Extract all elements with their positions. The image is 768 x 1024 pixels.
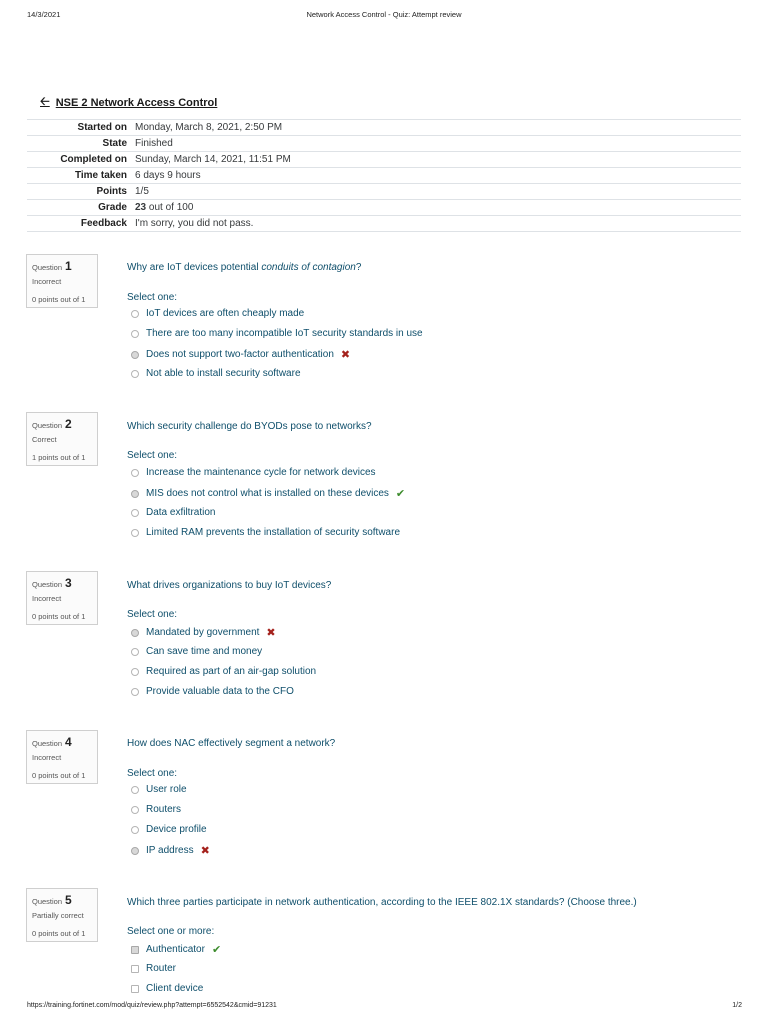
question-label: Question — [32, 580, 63, 589]
question-state: Correct — [32, 435, 57, 444]
question-label: Question — [32, 263, 63, 272]
answer-option[interactable] — [131, 527, 400, 538]
summary-value: I'm sorry, you did not pass. — [131, 216, 741, 232]
radio-button[interactable] — [131, 668, 139, 676]
question-grade: 0 points out of 1 — [32, 929, 86, 938]
answer-option[interactable] — [131, 368, 301, 379]
question-label: Question — [32, 897, 63, 906]
radio-button-selected[interactable] — [131, 847, 139, 855]
summary-key: Feedback — [27, 216, 131, 232]
answer-label: Router — [146, 963, 177, 974]
summary-row-points — [27, 184, 741, 200]
question-state: Incorrect — [32, 594, 62, 603]
radio-button[interactable] — [131, 509, 139, 517]
correct-check-icon: ✔ — [395, 488, 406, 500]
answer-option-selected[interactable] — [131, 943, 221, 956]
checkbox[interactable] — [131, 965, 139, 973]
select-prompt: Select one: — [127, 292, 178, 303]
incorrect-x-icon: ✖ — [266, 627, 276, 639]
answer-option[interactable] — [131, 686, 294, 697]
question-number: 2 — [65, 417, 72, 431]
question-text-4: How does NAC effectively segment a network? — [127, 738, 336, 749]
summary-key: Started on — [27, 120, 131, 136]
radio-button[interactable] — [131, 806, 139, 814]
answer-option[interactable] — [131, 467, 376, 478]
print-header — [0, 10, 768, 24]
question-grade: 1 points out of 1 — [32, 453, 86, 462]
summary-key: Points — [27, 184, 131, 200]
summary-row-feedback — [27, 216, 741, 232]
question-info-2 — [26, 412, 98, 466]
summary-key: Time taken — [27, 168, 131, 184]
summary-key: State — [27, 136, 131, 152]
question-text-5: Which three parties participate in network authentication, according to the IEEE 802.1X standards? (Choose three.) — [127, 897, 637, 908]
answer-label: There are too many incompatible IoT security standards in use — [146, 328, 423, 339]
radio-button-selected[interactable] — [131, 351, 139, 359]
summary-row-started — [27, 120, 741, 136]
answer-option-selected[interactable] — [131, 626, 276, 639]
answer-label: IoT devices are often cheaply made — [146, 308, 305, 319]
answer-option[interactable] — [131, 666, 316, 677]
answer-label: Mandated by government — [146, 627, 260, 638]
print-title: Network Access Control - Quiz: Attempt review — [306, 10, 462, 19]
answer-label: IP address — [146, 845, 194, 856]
answer-label: Data exfiltration — [146, 507, 216, 518]
question-number: 4 — [65, 735, 72, 749]
radio-button[interactable] — [131, 370, 139, 378]
answer-label: Required as part of an air-gap solution — [146, 666, 317, 677]
summary-value: Sunday, March 14, 2021, 11:51 PM — [131, 152, 741, 168]
answer-option[interactable] — [131, 824, 207, 835]
question-state: Incorrect — [32, 753, 62, 762]
radio-button-selected[interactable] — [131, 490, 139, 498]
answer-label: Not able to install security software — [146, 368, 301, 379]
question-grade: 0 points out of 1 — [32, 295, 86, 304]
print-page-number: 1/2 — [732, 1002, 742, 1009]
question-grade: 0 points out of 1 — [32, 771, 86, 780]
attempt-summary-table — [27, 119, 741, 232]
summary-value — [131, 200, 741, 216]
radio-button-selected[interactable] — [131, 629, 139, 637]
select-prompt: Select one: — [127, 450, 178, 461]
answer-label: User role — [146, 784, 187, 795]
question-state: Partially correct — [32, 911, 84, 920]
select-prompt: Select one or more: — [127, 926, 215, 937]
summary-key: Completed on — [27, 152, 131, 168]
answer-label: Limited RAM prevents the installation of security software — [146, 527, 400, 538]
print-date: 14/3/2021 — [27, 10, 61, 19]
radio-button[interactable] — [131, 529, 139, 537]
answer-option-selected[interactable] — [131, 844, 210, 857]
question-info-1 — [26, 254, 98, 308]
summary-value: Monday, March 8, 2021, 2:50 PM — [131, 120, 741, 136]
answer-label: Client device — [146, 983, 204, 994]
select-prompt: Select one: — [127, 768, 178, 779]
question-number: 5 — [65, 893, 72, 907]
answer-option[interactable] — [131, 308, 304, 319]
answer-label: Can save time and money — [146, 646, 263, 657]
summary-value: Finished — [131, 136, 741, 152]
question-label: Question — [32, 421, 63, 430]
incorrect-x-icon: ✖ — [200, 845, 210, 857]
summary-value: 1/5 — [131, 184, 741, 200]
print-footer — [0, 1002, 768, 1016]
answer-label: Provide valuable data to the CFO — [146, 686, 294, 697]
question-info-5 — [26, 888, 98, 942]
summary-row-state — [27, 136, 741, 152]
summary-row-grade — [27, 200, 741, 216]
summary-key: Grade — [27, 200, 131, 216]
checkbox[interactable] — [131, 985, 139, 993]
question-state: Incorrect — [32, 277, 62, 286]
grade-out-of: out of 100 — [148, 202, 194, 213]
arrow-left-icon: 🡠 — [40, 94, 50, 108]
answer-label: Increase the maintenance cycle for network devices — [146, 467, 376, 478]
back-link-label: NSE 2 Network Access Control — [55, 96, 218, 109]
answer-option[interactable] — [131, 646, 262, 657]
answer-label: Device profile — [146, 824, 207, 835]
radio-button[interactable] — [131, 786, 139, 794]
question-number: 1 — [65, 259, 72, 273]
answer-option[interactable] — [131, 963, 176, 974]
grade-score: 23 — [135, 202, 147, 213]
question-text-1: Why are IoT devices potential conduits of contagion? — [127, 262, 362, 273]
question-text-3: What drives organizations to buy IoT devices? — [127, 580, 332, 591]
answer-option-selected[interactable] — [131, 487, 405, 500]
checkbox-checked[interactable] — [131, 946, 139, 954]
radio-button[interactable] — [131, 648, 139, 656]
radio-button[interactable] — [131, 310, 139, 318]
question-emphasis: conduits of contagion — [261, 262, 356, 273]
answer-option[interactable] — [131, 983, 203, 994]
radio-button[interactable] — [131, 330, 139, 338]
question-info-3 — [26, 571, 98, 625]
print-url: https://training.fortinet.com/mod/quiz/review.php?attempt=6552542&cmid=91231 — [27, 1002, 277, 1009]
answer-label: Routers — [146, 804, 182, 815]
select-prompt: Select one: — [127, 609, 178, 620]
question-label: Question — [32, 739, 63, 748]
answer-option[interactable] — [131, 328, 423, 339]
answer-label: Does not support two-factor authentication — [146, 349, 334, 360]
question-grade: 0 points out of 1 — [32, 612, 86, 621]
question-number: 3 — [65, 576, 72, 590]
answer-option[interactable] — [131, 804, 181, 815]
radio-button[interactable] — [131, 688, 139, 696]
summary-row-completed — [27, 152, 741, 168]
incorrect-x-icon: ✖ — [340, 349, 351, 361]
question-info-4 — [26, 730, 98, 784]
answer-label: Authenticator — [146, 944, 205, 955]
summary-value: 6 days 9 hours — [131, 168, 741, 184]
answer-option-selected[interactable] — [131, 348, 350, 361]
radio-button[interactable] — [131, 469, 139, 477]
answer-option[interactable] — [131, 784, 187, 795]
question-text-2: Which security challenge do BYODs pose to networks? — [127, 421, 372, 432]
answer-label: MIS does not control what is installed on these devices — [146, 488, 389, 499]
correct-check-icon: ✔ — [211, 944, 222, 956]
radio-button[interactable] — [131, 826, 139, 834]
summary-row-time-taken — [27, 168, 741, 184]
back-to-course-link[interactable] — [40, 92, 217, 113]
answer-option[interactable] — [131, 507, 215, 518]
